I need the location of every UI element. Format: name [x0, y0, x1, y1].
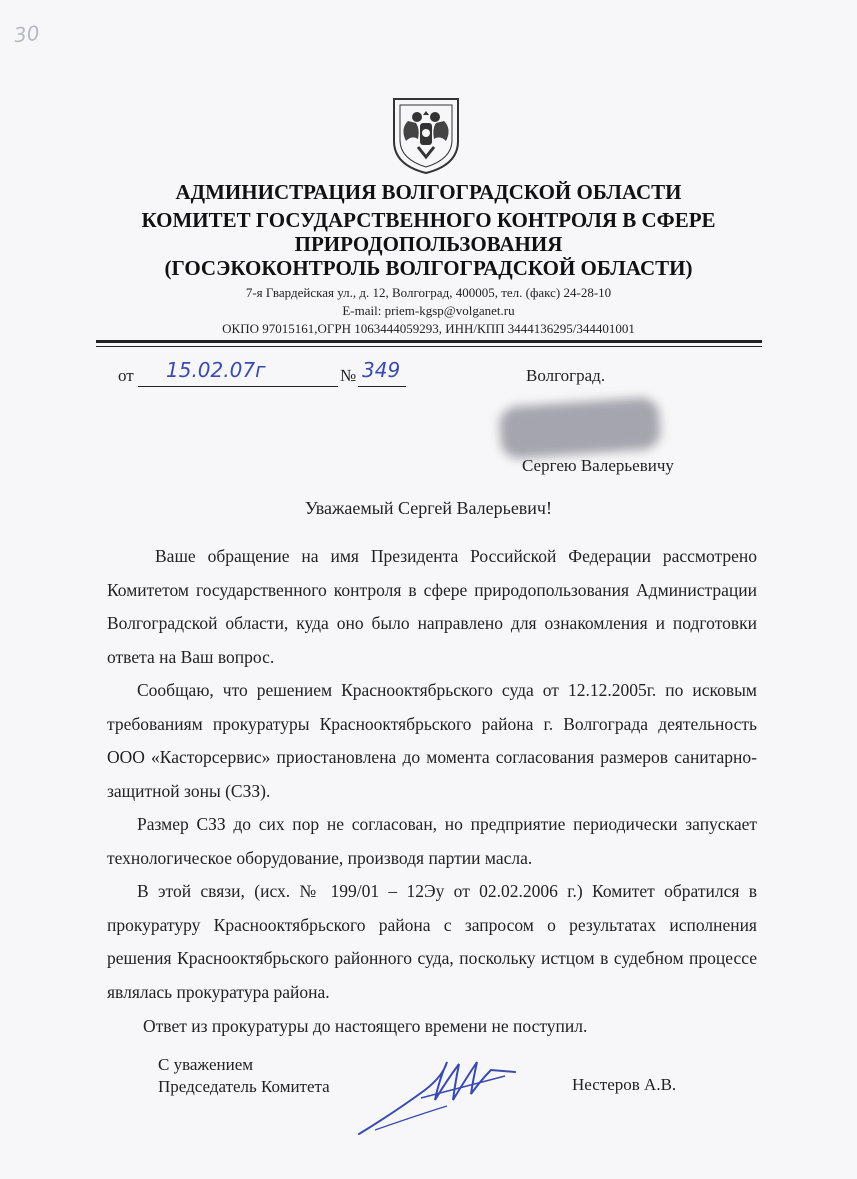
org-name-line-4: (ГОСЭКОКОНТРОЛЬ ВОЛГОГРАДСКОЙ ОБЛАСТИ) [164, 256, 693, 280]
header-rule-thin [96, 346, 762, 347]
signer-name: Нестеров А.В. [572, 1075, 677, 1094]
org-address: 7-я Гвардейская ул., д. 12, Волгоград, 400005, тел. (факс) 24-28-10 [245, 285, 612, 300]
salutation: Уважаемый Сергей Валерьевич! [305, 498, 552, 518]
date-value: 15.02.07г [166, 358, 266, 382]
number-underline [358, 386, 406, 387]
closing-regards: С уважением [158, 1055, 254, 1074]
page-number: 30 [12, 20, 41, 48]
handwritten-signature [355, 1050, 525, 1140]
number-label: № [340, 366, 357, 385]
body-paragraph-1: Ваше обращение на имя Президента Российской Федерации рассмотрено Комитетом государственного контроля в сфере природопользования Администрации Волгоградской области, куда оно было направлено для ознакомления и подготовки ответа на Ваш вопрос. [107, 546, 757, 667]
date-label: от [118, 366, 134, 385]
coat-of-arms-icon [390, 95, 462, 175]
addressee: Сергею Валерьевичу [522, 456, 674, 475]
org-codes: ОКПО 97015161,ОГРН 1063444059293, ИНН/КПП 3444136295/344401001 [222, 321, 635, 336]
date-underline [138, 386, 338, 387]
number-value: 349 [362, 358, 401, 382]
city: Волгоград. [526, 366, 606, 385]
redacted-area [498, 396, 661, 459]
org-name-line-2: КОМИТЕТ ГОСУДАРСТВЕННОГО КОНТРОЛЯ В СФЕРЕ [141, 208, 716, 232]
org-name-line-3: ПРИРОДОПОЛЬЗОВАНИЯ [294, 232, 563, 256]
closing-position: Председатель Комитета [158, 1077, 330, 1096]
body-paragraph-5: Ответ из прокуратуры до настоящего времени не поступил. [143, 1016, 588, 1036]
header-rule-thick [96, 340, 762, 343]
body-paragraph-3: Размер СЗЗ до сих пор не согласован, но предприятие периодически запускает технологическое оборудование, производя партии масла. [107, 814, 757, 868]
body-paragraph-2: Сообщаю, что решением Краснооктябрьского суда от 12.12.2005г. по исковым требованиям прокуратуры Краснооктябрьского района г. Волгограда деятельность ООО «Касторсервис» приостановлена до момента согласования размеров санитарно-защитной зоны (СЗЗ). [107, 680, 757, 801]
org-email: E-mail: priem-kgsp@volganet.ru [342, 303, 515, 318]
org-name-line-1: АДМИНИСТРАЦИЯ ВОЛГОГРАДСКОЙ ОБЛАСТИ [175, 180, 682, 204]
body-paragraph-4: В этой связи, (исх. № 199/01 – 12Эу от 02.02.2006 г.) Комитет обратился в прокуратуру Краснооктябрьского района с запросом о результатах исполнения решения Краснооктябрьского районного суда, поскольку истцом в судебном процессе являлась прокуратура района. [107, 881, 757, 1002]
